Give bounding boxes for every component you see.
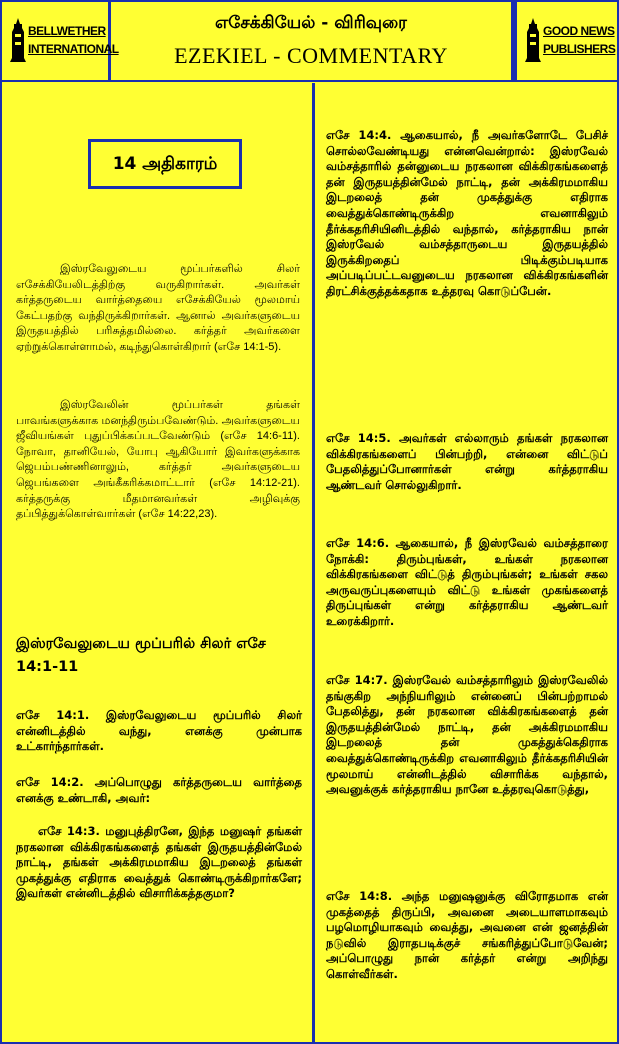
verse-paragraph: எசே 14:1. இஸ்ரவேலுடைய மூப்பரில் சிலர் என்னிடத்தில் வந்து, எனக்கு முன்பாக உட்கார்ந்தார்கள். <box>16 708 302 754</box>
intro-paragraph: இஸ்ரவேலின் மூப்பர்கள் தங்கள் பாவங்களுக்காக மனந்திரும்பவேண்டும். அவர்களுடைய ஜீவியங்கள் புதுப்பிக்கப்படவேண்டும் (எசே 14:6-11). நோவா, தானியேல், யோபு ஆகியோர் இவர்களுக்காக ஜெபம்பண்ணினாலும், கர்த்தர் அவர்களுடைய ஜெபங்களை அங்கீகரிக்கமாட்டார் (எசே 14:12-21). கர்த்தருக்கு மீதமானவர்கள் அழிவுக்கு தப்பித்துக்கொள்வார்கள் (எசே 14:22,23). <box>16 399 300 521</box>
good-news-emblem-icon <box>525 18 541 62</box>
verse-paragraph: எசே 14:4. ஆகையால், நீ அவர்களோடே பேசிச் சொல்லவேண்டியது என்னவென்றால்: இஸ்ரவேல் வம்சத்தாரில் தன்னுடைய நரகலான விக்கிரகங்களைத் தன் இருதயத்தின்மேல் நாட்டி, தன் அக்கிரமமாகிய இடறலைத் தன் முகத்துக்கு எதிராக வைத்துக்கொண்டிருக்கிற எவனாகிலும் தீர்க்கதரிசியினிடத்தில் வந்தால், கர்த்தராகிய நான் இஸ்ரவேல் வம்சத்தாருடைய இருதயத்தில் இருக்கிறதைப் பிடிக்கும்படியாக அப்படிப்பட்டவனுடைய நரகலான விக்கிரகங்களின் திரட்சிக்குத்தக்கதாக உத்தரவு கொடுப்பேன். <box>326 128 608 298</box>
page-header <box>2 2 617 82</box>
bellwether-logo-line: BELLWETHER <box>28 24 106 38</box>
bellwether-logo-text <box>28 22 119 58</box>
title-english: EZEKIEL - COMMENTARY <box>174 43 448 68</box>
bellwether-emblem-icon <box>10 18 26 62</box>
title-tamil: எசேக்கியேல் - விரிவுரை <box>215 13 407 33</box>
title-block <box>111 2 514 80</box>
verse-paragraph: எசே 14:5. அவர்கள் எல்லாரும் தங்கள் நரகலான விக்கிரகங்களைப் பின்பற்றி, என்னை விட்டுப் பேதலித்துப்போனார்கள் என்று கர்த்தராகிய ஆண்டவர் சொல்லுகிறார். <box>326 431 608 492</box>
good-news-logo-text <box>543 22 615 58</box>
section-heading: இஸ்ரவேலுடைய மூப்பரில் சிலர் எசே 14:1-11 <box>16 636 266 675</box>
intro-paragraph: இஸ்ரவேலுடைய மூப்பர்களில் சிலர் எசேக்கியேலிடத்திற்கு வருகிறார்கள். அவர்கள் கர்த்தருடைய வார்த்தையை எசேக்கியேல் மூலமாய் கேட்பதற்கு வந்திருக்கிறார்கள். ஆனால் அவர்களுடைய இருதயத்தில் பரிசுத்தமில்லை. கர்த்தர் அவர்களை ஏற்றுக்கொள்ளாமல், கடிந்துகொள்கிறார் (எசே 14:1-5). <box>16 263 300 353</box>
verse-paragraph: எசே 14:3. மனுபுத்திரனே, இந்த மனுஷர் தங்கள் நரகலான விக்கிரகங்களைத் தங்கள் இருதயத்தின்மேல் நாட்டி, தங்கள் அக்கிரமமாகிய இடறலைத் தங்கள் முகத்துக்கு எதிராக வைத்துக் கொண்டிருக்கிறார்களே; இவர்கள் என்னிடத்தில் விசாரிக்கத்தகுமா? <box>16 824 302 901</box>
publisher-logo-right <box>514 2 619 80</box>
verse-paragraph: எசே 14:2. அப்பொழுது கர்த்தருடைய வார்த்தை எனக்கு உண்டாகி, அவர்: <box>16 775 302 805</box>
good-news-logo-line: GOOD NEWS <box>543 24 615 38</box>
chapter-heading: 14 அதிகாரம் <box>88 139 242 189</box>
verse-paragraph: எசே 14:8. அந்த மனுஷனுக்கு விரோதமாக என் முகத்தைத் திருப்பி, அவனை அடையாளமாகவும் பழமொழியாகவும் வைத்து, அவனை என் ஜனத்தின் நடுவில் இராதபடிக்குச் சங்கரித்துப்போடுவேன்; அப்பொழுது நான் கர்த்தர் என்று அறிந்து கொள்வீர்கள். <box>326 889 608 981</box>
verse-paragraph: எசே 14:7. இஸ்ரவேல் வம்சத்தாரிலும் இஸ்ரவேலில் தங்குகிற அந்நியரிலும் என்னைப் பின்பற்றாமல் பேதலித்து, தன் நரகலான விக்கிரகங்களைத் தன் இருதயத்தின்மேல் நாட்டி, தன் அக்கிரமமாகிய இடறலைத் தன் முகத்துக்கெதிராக வைத்துக்கொண்டிருக்கிற எவனாகிலும் தீர்க்கதரிசியின் மூலமாய் என்னிடத்தில் விசாரிக்க வந்தால், அவனுக்குக் கர்த்தராகிய நானே உத்தரவுகொடுத்து, <box>326 673 608 797</box>
publisher-logo-left <box>2 2 119 80</box>
good-news-logo <box>525 16 617 66</box>
good-news-logo-line: PUBLISHERS <box>543 42 616 56</box>
right-column <box>315 83 617 1042</box>
bellwether-logo <box>10 16 119 66</box>
verse-paragraph: எசே 14:6. ஆகையால், நீ இஸ்ரவேல் வம்சத்தாரை நோக்கி: திரும்புங்கள், உங்கள் நரகலான விக்கிரகங்களை விட்டுத் திரும்புங்கள்; உங்கள் சகல அருவருப்புகளையும் விட்டு உங்கள் முகங்களைத் திருப்புங்கள் என்று கர்த்தராகிய ஆண்டவர் உரைக்கிறார். <box>326 536 608 628</box>
left-column <box>2 83 315 1042</box>
bellwether-logo-line: INTERNATIONAL <box>28 42 119 56</box>
